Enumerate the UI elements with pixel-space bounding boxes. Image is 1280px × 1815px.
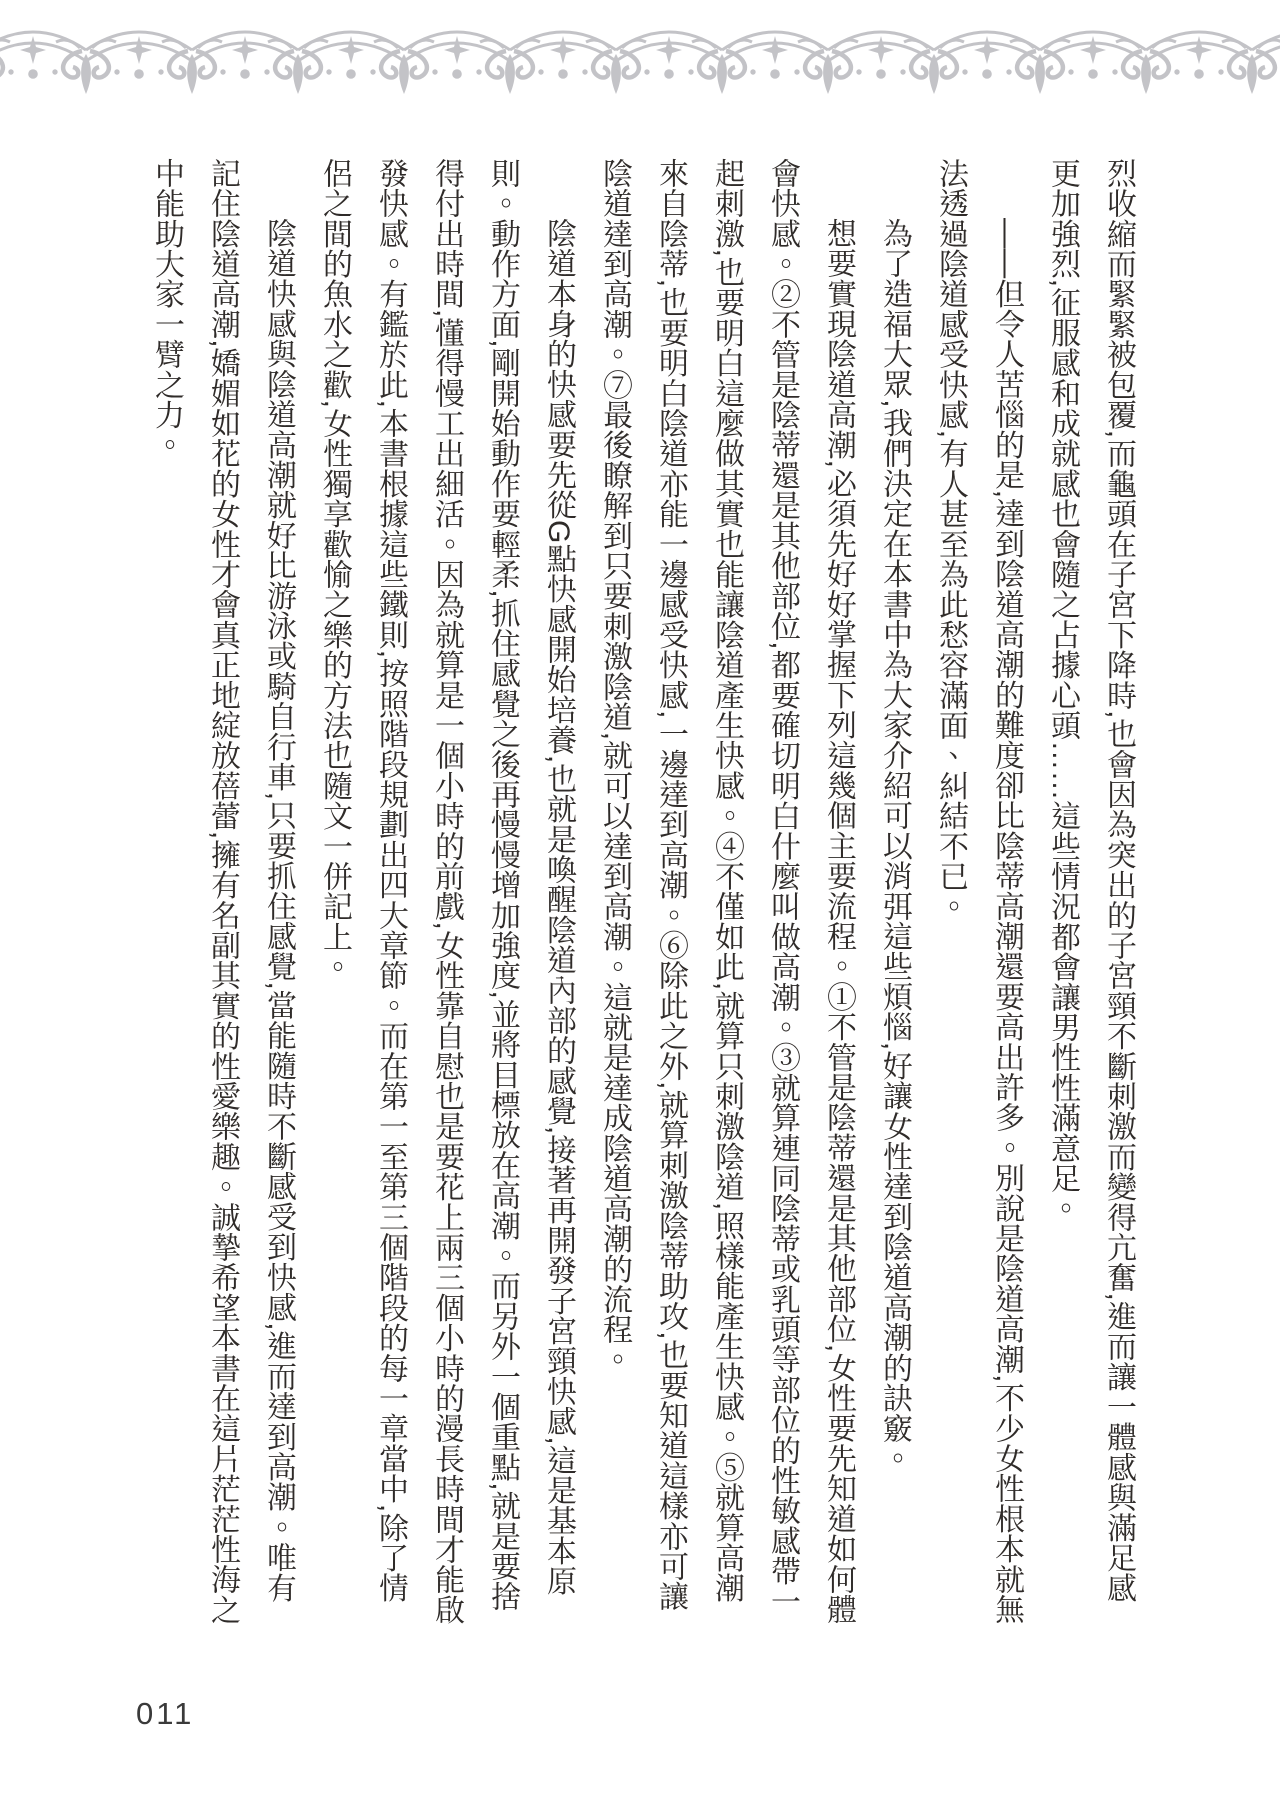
paragraph-4: 想要實現陰道高潮,必須先好好掌握下列這幾個主要流程。①不管是陰蒂還是其他部位,女性要先知道如何體會快感。②不管是陰蒂還是其他部位,都要確切明白什麼叫做高潮。③就算連同陰蒂或乳頭等部位的性敏感帶一起刺激,也要明白這麼做其實也能讓陰道產生快感。④不僅如此,就算只刺激陰道,照樣能產生快感。⑤就算高潮來自陰蒂,也要明白陰道亦能一邊感受快感,一邊達到高潮。⑥除此之外,就算刺激陰蒂助攻,也要知道這樣亦可讓陰道達到高潮。⑦最後瞭解到只要刺激陰道,就可以達到高潮。這就是達成陰道高潮的流程。 (598, 158, 855, 1625)
paragraph-1: 烈收縮而緊緊被包覆,而龜頭在子宮下降時,也會因為突出的子宮頸不斷刺激而變得亢奮,進而讓一體感與滿足感更加強烈,征服感和成就感也會隨之占據心頭……這些情況都會讓男性性滿意足。 (1046, 158, 1135, 1604)
paragraph-3: 為了造福大眾,我們決定在本書中為大家介紹可以消弭這些煩惱,好讓女性達到陰道高潮的訣竅。 (878, 218, 911, 1474)
paragraph-2: ——但令人苦惱的是,達到陰道高潮的難度卻比陰蒂高潮還要高出許多。別說是陰道高潮,不少女性根本就無法透過陰道感受快感,有人甚至為此愁容滿面、糾結不已。 (934, 158, 1023, 1625)
body-text (138, 158, 1146, 1630)
paragraph-6: 陰道快感與陰道高潮就好比游泳或騎自行車,只要抓住感覺,當能隨時不斷感受到快感,進而達到高潮。唯有記住陰道高潮,嬌媚如花的女性才會真正地綻放蓓蕾,擁有名副其實的性愛樂趣。誠摯希望本書在這片茫茫性海之中能助大家一臂之力。 (150, 158, 295, 1625)
paragraph-5: 陰道本身的快感要先從G點快感開始培養,也就是喚醒陰道內部的感覺,接著再開發子宮頸快感,這是基本原則。動作方面,剛開始動作要輕柔,抓住感覺之後再慢慢增加強度,並將目標放在高潮。而另外一個重點,就是要捨得付出時間,懂得慢工出細活。因為就算是一個小時的前戲,女性靠自慰也是要花上兩三個小時的漫長時間才能啟發快感。有鑑於此,本書根據這些鐵則,按照階段規劃出四大章節。而在第一至第三個階段的每一章當中,除了情侶之間的魚水之歡,女性獨享歡愉之樂的方法也隨文一併記上。 (318, 158, 575, 1625)
lace-border-icon (0, 6, 1280, 106)
page-number: 011 (136, 1696, 195, 1731)
